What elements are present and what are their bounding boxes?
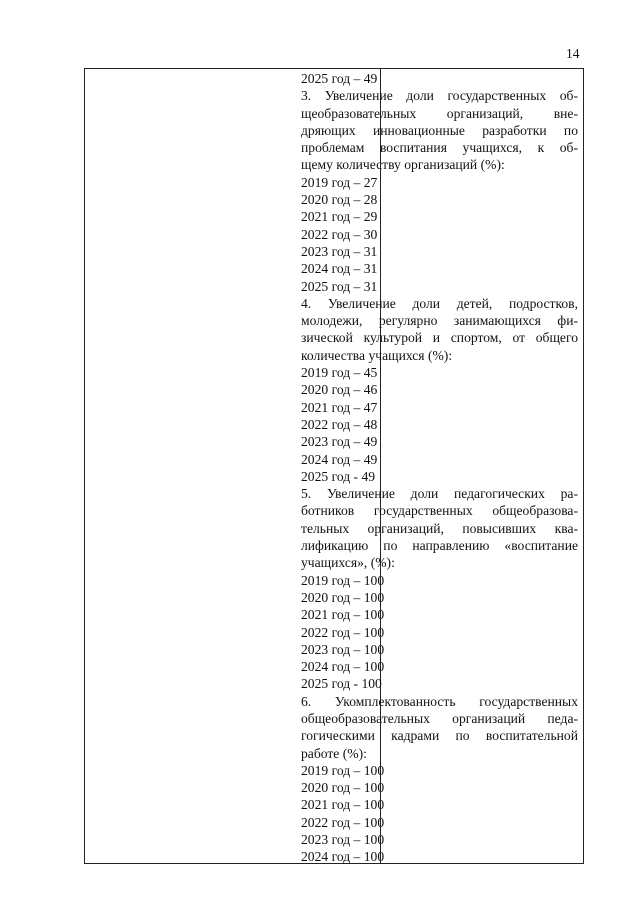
text-line: 3. Увеличение доли государственных об- [301, 88, 578, 104]
text-line: 5. Увеличение доли педагогических ра- [301, 486, 578, 502]
page-number: 14 [566, 46, 580, 61]
text-line: 2025 год - 49 [301, 468, 376, 484]
text-line: 2020 год – 100 [301, 589, 385, 605]
text-line: 2021 год – 47 [301, 399, 378, 415]
text-line: 2019 год – 45 [301, 365, 378, 381]
text-line: тельных организаций, повысивших ква- [301, 520, 578, 536]
text-line: количества учащихся (%): [301, 347, 453, 363]
text-line: проблемам воспитания учащихся, к об- [301, 140, 578, 156]
text-line: зической культурой и спортом, от общего [301, 330, 578, 346]
text-line: 2020 год – 46 [301, 382, 378, 398]
text-line: работе (%): [301, 745, 367, 761]
indicators-cell [301, 70, 578, 866]
text-line: щеобразовательных организаций, вне- [301, 105, 578, 121]
text-line: 2023 год – 100 [301, 832, 385, 848]
text-line: 2022 год – 48 [301, 416, 378, 432]
text-line: 2024 год – 100 [301, 659, 385, 675]
text-line: дряющих инновационные разработки по [301, 122, 578, 138]
text-line: гогическими кадрами по воспитательной [301, 728, 578, 744]
text-line: 2023 год – 100 [301, 641, 385, 657]
text-line: 4. Увеличение доли детей, подростков, [301, 295, 578, 311]
text-line: 2021 год – 100 [301, 607, 385, 623]
text-line: 2019 год – 100 [301, 762, 385, 778]
text-line: 2025 год - 100 [301, 676, 382, 692]
text-line: лификацию по направлению «воспитание [301, 538, 578, 554]
text-line: 2020 год – 100 [301, 780, 385, 796]
text-line: 2021 год – 100 [301, 797, 385, 813]
text-line: 2024 год – 100 [301, 849, 385, 865]
text-line: 2019 год – 27 [301, 174, 378, 190]
text-line: 2024 год – 31 [301, 261, 378, 277]
text-line: 2025 год – 31 [301, 278, 378, 294]
text-line: 2023 год – 49 [301, 434, 378, 450]
text-line: 2024 год – 49 [301, 451, 378, 467]
text-line: ботников государственных общеобразова- [301, 503, 578, 519]
text-line: молодежи, регулярно занимающихся фи- [301, 313, 578, 329]
text-line: щему количеству организаций (%): [301, 157, 505, 173]
text-line: 2019 год – 100 [301, 572, 385, 588]
text-line: 2022 год – 100 [301, 624, 385, 640]
text-line: 2023 год – 31 [301, 243, 378, 259]
text-line: 6. Укомплектованность государственных [301, 693, 578, 709]
text-line: 2020 год – 28 [301, 192, 378, 208]
text-line: 2025 год – 49 [301, 71, 378, 86]
text-line: 2021 год – 29 [301, 209, 378, 225]
text-line: 2022 год – 100 [301, 814, 385, 830]
text-line: 2022 год – 30 [301, 226, 378, 242]
text-line: учащихся», (%): [301, 555, 395, 571]
text-line: общеобразовательных организаций педа- [301, 710, 578, 726]
